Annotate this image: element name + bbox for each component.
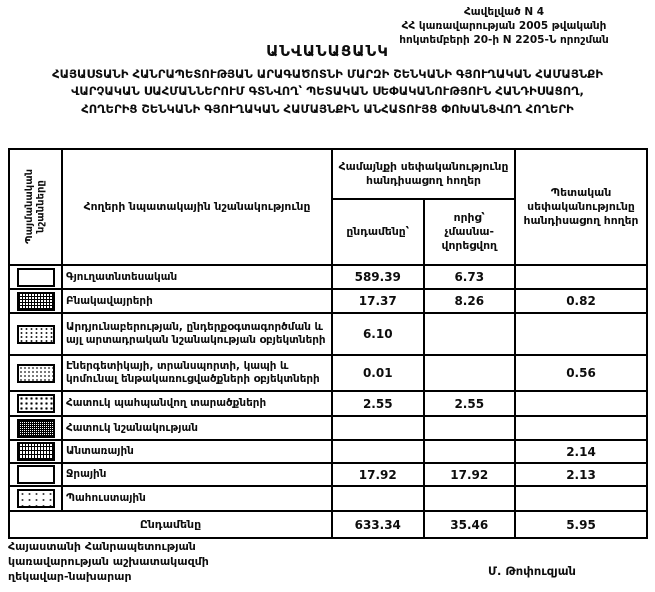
table-total-row [9, 511, 647, 538]
land-category-name: Արդյունաբերության, ընդերքօգտագործման և այլ արտադրական նշանակության օբյեկտների [62, 313, 332, 355]
state-value [515, 486, 647, 511]
appendix-line: ՀՀ կառավարության 2005 թվականի [401, 19, 607, 32]
legend-swatch [17, 292, 55, 311]
community-total-value [332, 440, 424, 463]
subtitle-line: ՀՈՂԵՐԻՑ ՇԵՆԿԱՆԻ ԳՅՈՒՂԱԿԱՆ ՀԱՄԱՅՆՔԻՆ ԱՆՀԱՏՈՒՅՑ ՓՈԽԱՆՑՎՈՂ ՀՈՂԵՐԻ [81, 101, 574, 116]
table-row [9, 416, 647, 440]
land-category-name: Գյուղատնտեսական [62, 265, 332, 289]
community-total-value [332, 416, 424, 440]
table-row [9, 355, 647, 391]
non-privatized-value [424, 355, 516, 391]
table-row [9, 391, 647, 416]
table-row [9, 265, 647, 289]
state-value [515, 265, 647, 289]
non-privatized-value [424, 313, 516, 355]
appendix-line: Հավելված N 4 [463, 6, 545, 18]
community-total-value: 17.37 [332, 289, 424, 313]
state-value: 2.13 [515, 463, 647, 486]
legend-swatch [17, 364, 55, 383]
table-header-row-1 [9, 149, 647, 199]
state-value [515, 313, 647, 355]
land-category-name: Հատուկ նշանակության [62, 416, 332, 440]
header-symbols-label: Պայմանական նշանները [24, 169, 47, 245]
community-total-value: 589.39 [332, 265, 424, 289]
table-row [9, 463, 647, 486]
community-total-value: 0.01 [332, 355, 424, 391]
state-value: 2.14 [515, 440, 647, 463]
community-total-value [332, 486, 424, 511]
grand-total-label: Ընդամենը [9, 511, 332, 538]
community-total-value: 6.10 [332, 313, 424, 355]
signatory-title-line: Հայաստանի Հանրապետության [8, 540, 196, 553]
grand-total-state: 5.95 [515, 511, 647, 538]
header-symbols [9, 149, 62, 265]
non-privatized-value: 17.92 [424, 463, 516, 486]
land-category-name: Պահուստային [62, 486, 332, 511]
state-value: 0.82 [515, 289, 647, 313]
land-category-name: Բնակավայրերի [62, 289, 332, 313]
land-category-name: Ջրային [62, 463, 332, 486]
legend-swatch [17, 394, 55, 413]
legend-swatch [17, 489, 55, 508]
document-title: ԱՆՎԱՆԱՑԱՆԿ [266, 42, 389, 60]
legend-swatch [17, 325, 55, 344]
table-row [9, 313, 647, 355]
community-total-value: 17.92 [332, 463, 424, 486]
header-purpose: Հողերի նպատակային նշանակությունը [62, 149, 332, 265]
header-community-of-which: որից՝ չմասնա-վորեցվող [424, 199, 516, 265]
grand-total-non-privatized: 35.46 [424, 511, 516, 538]
table-row [9, 289, 647, 313]
non-privatized-value [424, 486, 516, 511]
land-transfer-table [8, 148, 648, 539]
non-privatized-value: 2.55 [424, 391, 516, 416]
signatory-title-line: ղեկավար-նախարար [8, 569, 132, 583]
legend-swatch [17, 419, 55, 438]
subtitle-line: ՀԱՅԱՍՏԱՆԻ ՀԱՆՐԱՊԵՏՈՒԹՅԱՆ ԱՐԱԳԱԾՈՏՆԻ ՄԱՐԶԻ ՇԵՆԿԱՆԻ ԳՅՈՒՂԱԿԱՆ ՀԱՄԱՅՆՔԻ [52, 67, 603, 81]
community-total-value: 2.55 [332, 391, 424, 416]
non-privatized-value: 8.26 [424, 289, 516, 313]
land-category-name: Հատուկ պահպանվող տարածքների [62, 391, 332, 416]
table-row [9, 486, 647, 511]
state-value [515, 391, 647, 416]
state-value [515, 416, 647, 440]
non-privatized-value: 6.73 [424, 265, 516, 289]
legend-swatch [17, 442, 55, 461]
appendix-line: հոկտեմբերի 20-ի N 2205-Ն որոշման [399, 33, 609, 46]
state-value: 0.56 [515, 355, 647, 391]
table-row [9, 440, 647, 463]
land-category-name: Անտառային [62, 440, 332, 463]
signatory-name: Մ. Թոփուզյան [488, 564, 576, 578]
non-privatized-value [424, 416, 516, 440]
legend-swatch [17, 268, 55, 287]
header-community-group: Համայնքի սեփականությունը հանդիսացող հողեր [332, 149, 515, 199]
document-subtitle [0, 66, 655, 118]
signatory-title-line: կառավարության աշխատակազմի [8, 554, 209, 568]
signatory-title-block [8, 540, 209, 585]
subtitle-line: ՎԱՐՉԱԿԱՆ ՍԱՀՄԱՆՆԵՐՈՒՄ ԳՏՆՎՈՂ՝ ՊԵՏԱԿԱՆ ՍԵՓԱԿԱՆՈՒԹՅՈՒՆ ՀԱՆԴԻՍԱՑՈՂ, [71, 84, 584, 99]
land-category-name: Էներգետիկայի, տրանսպորտի, կապի և կոմունալ ենթակառուցվածքների օբյեկտների [62, 355, 332, 391]
header-community-total: ընդամենը՝ [332, 199, 424, 265]
header-state: Պետական սեփականությունը հանդիսացող հողեր [515, 149, 647, 265]
legend-swatch [17, 465, 55, 484]
grand-total-community: 633.34 [332, 511, 424, 538]
non-privatized-value [424, 440, 516, 463]
